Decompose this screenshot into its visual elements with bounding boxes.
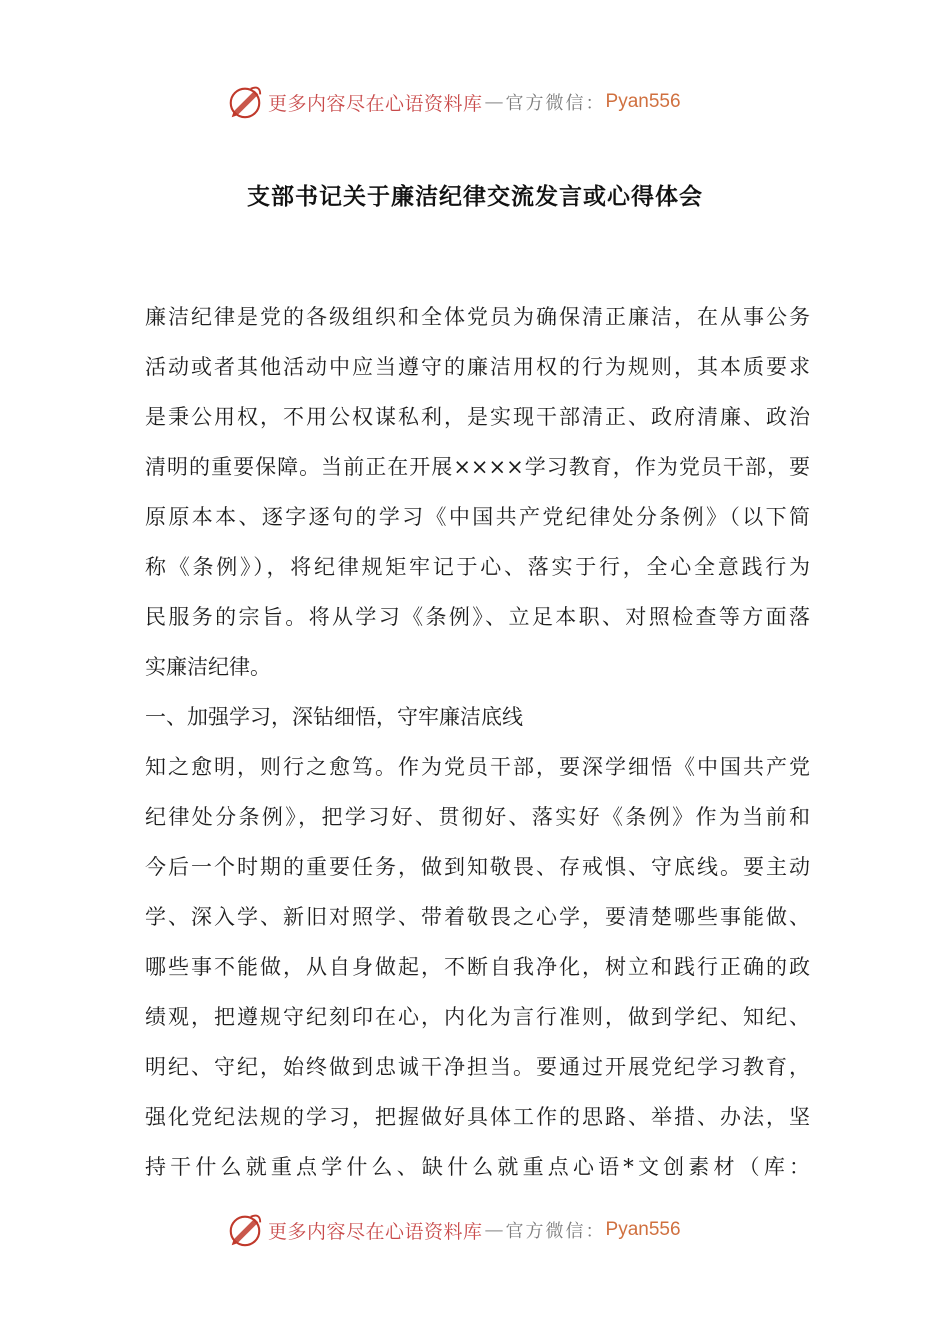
text-line: 哪些事不能做，从自身做起，不断自我净化，树立和践行正确的政 [145,955,810,979]
text-line: 学、深入学、新旧对照学、带着敬畏之心学，要清楚哪些事能做、 [145,905,810,929]
page-title: 支部书记关于廉洁纪律交流发言或心得体会 [247,184,703,210]
banner-slogan: 更多内容尽在心语资料库 [268,1220,483,1243]
text-line: 强化党纪法规的学习，把握做好具体工作的思路、举措、办法，坚 [145,1105,810,1129]
text-line: 今后一个时期的重要任务，做到知敬畏、存戒惧、守底线。要主动 [145,855,810,879]
text-line: 民服务的宗旨。将从学习《条例》、立足本职、对照检查等方面落 [145,605,810,629]
banner-dash: — [484,91,504,113]
text-line: 实廉洁纪律。 [145,655,271,679]
banner-handle: Pyan556 [605,91,681,112]
text-line: 清明的重要保障。当前正在开展××××学习教育，作为党员干部，要 [145,455,810,479]
pen-nib-logo-icon [226,1211,264,1249]
text-line: 明纪、守纪，始终做到忠诚干净担当。要通过开展党纪学习教育， [145,1055,810,1079]
footer-banner [226,1210,746,1250]
text-line: 活动或者其他活动中应当遵守的廉洁用权的行为规则，其本质要求 [145,355,810,379]
header-banner [226,82,746,122]
banner-dash: — [484,1219,504,1241]
text-line: 持干什么就重点学什么、缺什么就重点心语*文创素材（库： [145,1155,810,1179]
document-body [145,292,810,1192]
text-line: 廉洁纪律是党的各级组织和全体党员为确保清正廉洁，在从事公务 [145,305,810,329]
pen-nib-logo-icon [226,83,264,121]
banner-wechat-label: 官方微信： [505,93,606,114]
text-line: 纪律处分条例》，把学习好、贯彻好、落实好《条例》作为当前和 [145,805,810,829]
text-line: 原原本本、逐字逐句的学习《中国共产党纪律处分条例》（以下简 [145,505,810,529]
text-line: 绩观，把遵规守纪刻印在心，内化为言行准则，做到学纪、知纪、 [145,1005,810,1029]
section-heading: 一、加强学习，深钻细悟，守牢廉洁底线 [145,705,523,729]
text-line: 称《条例》），将纪律规矩牢记于心、落实于行，全心全意践行为 [145,555,810,579]
banner-handle: Pyan556 [605,1219,681,1240]
text-line: 是秉公用权，不用公权谋私利，是实现干部清正、政府清廉、政治 [145,405,810,429]
banner-wechat-label: 官方微信： [505,1221,606,1242]
text-line: 知之愈明，则行之愈笃。作为党员干部，要深学细悟《中国共产党 [145,755,810,779]
banner-slogan: 更多内容尽在心语资料库 [268,92,483,115]
